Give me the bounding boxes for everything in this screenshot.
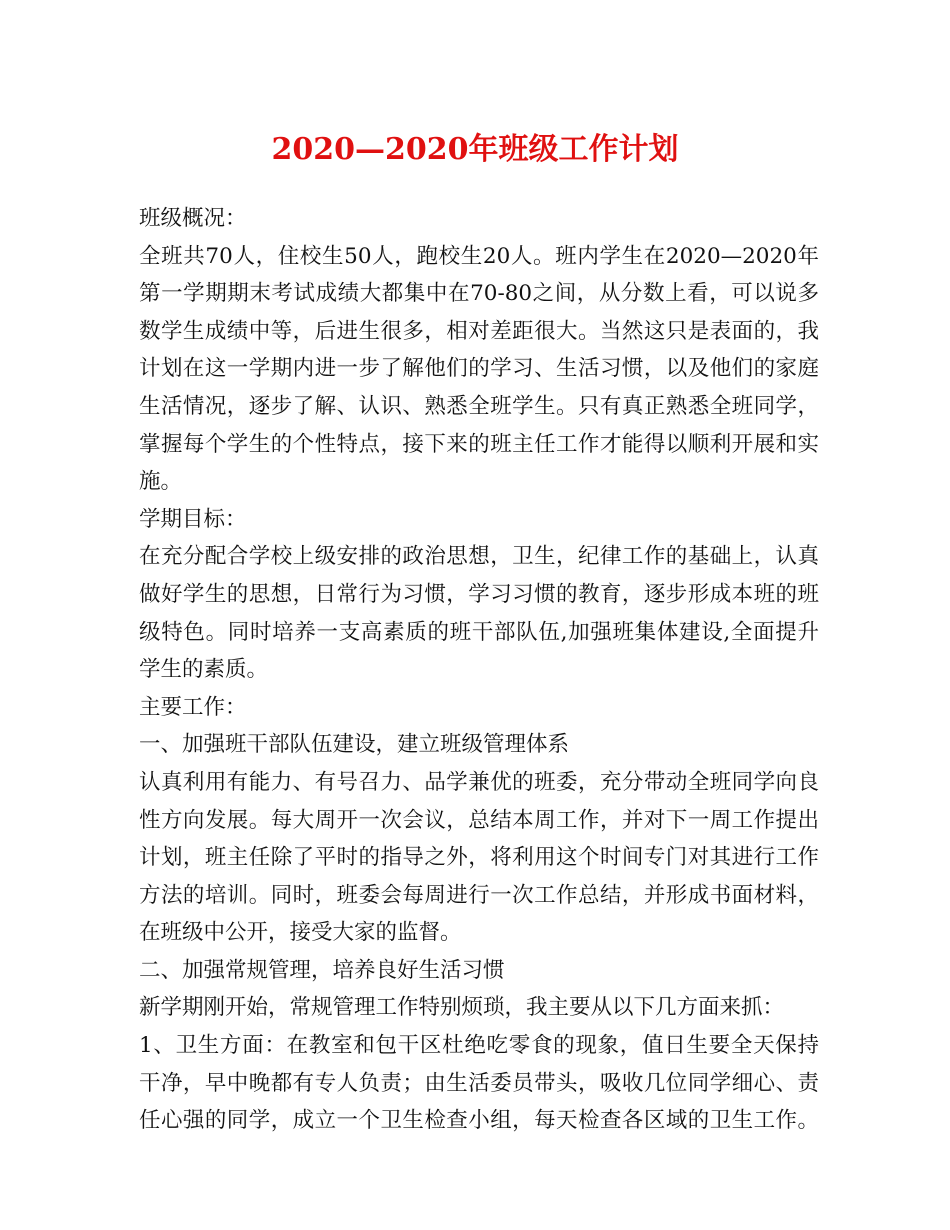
body-line: 在充分配合学校上级安排的政治思想，卫生，纪律工作的基础上，认真 (139, 544, 819, 570)
body-line: 方法的培训。同时，班委会每周进行一次工作总结，并形成书面材料， (139, 882, 819, 908)
body-line: 做好学生的思想，日常行为习惯，学习习惯的教育，逐步形成本班的班 (139, 581, 819, 607)
subsection-heading-routine-management: 二、加强常规管理，培养良好生活习惯 (139, 957, 505, 983)
body-line: 学生的素质。 (139, 657, 269, 683)
document-body (139, 200, 819, 1140)
body-line: 计划，班主任除了平时的指导之外，将利用这个时间专门对其进行工作 (139, 845, 819, 871)
body-line: 计划在这一学期内进一步了解他们的学习、生活习惯，以及他们的家庭 (139, 356, 819, 382)
body-line: 全班共70人，住校生50人，跑校生20人。班内学生在2020—2020年 (139, 243, 819, 269)
document-title: 2020—2020年班级工作计划 (271, 132, 679, 167)
body-line: 第一学期期末考试成绩大都集中在70-80之间，从分数上看，可以说多 (139, 281, 819, 307)
body-line: 级特色。同时培养一支高素质的班干部队伍,加强班集体建设,全面提升 (139, 619, 819, 645)
body-line: 1、卫生方面：在教室和包干区杜绝吃零食的现象，值日生要全天保持 (139, 1033, 819, 1059)
section-heading-class-overview: 班级概况： (139, 206, 247, 231)
body-line: 新学期刚开始，常规管理工作特别烦琐，我主要从以下几方面来抓： (139, 995, 785, 1021)
subsection-heading-class-cadre: 一、加强班干部队伍建设，建立班级管理体系 (139, 732, 570, 758)
body-line: 生活情况，逐步了解、认识、熟悉全班学生。只有真正熟悉全班同学， (139, 393, 819, 419)
body-line: 认真利用有能力、有号召力、品学兼优的班委，充分带动全班同学向良 (139, 769, 819, 795)
body-line: 干净，早中晚都有专人负责；由生活委员带头，吸收几位同学细心、责 (139, 1070, 819, 1096)
body-line: 性方向发展。每大周开一次会议，总结本周工作，并对下一周工作提出 (139, 807, 819, 833)
body-line: 施。 (139, 469, 183, 495)
body-line: 掌握每个学生的个性特点，接下来的班主任工作才能得以顺利开展和实 (139, 431, 819, 457)
body-line: 任心强的同学，成立一个卫生检查小组，每天检查各区域的卫生工作。 (139, 1108, 819, 1134)
body-line: 在班级中公开，接受大家的监督。 (139, 920, 462, 946)
body-line: 数学生成绩中等，后进生很多，相对差距很大。当然这只是表面的，我 (139, 318, 819, 344)
section-heading-semester-goals: 学期目标： (139, 506, 247, 532)
section-heading-main-work: 主要工作： (139, 694, 247, 720)
